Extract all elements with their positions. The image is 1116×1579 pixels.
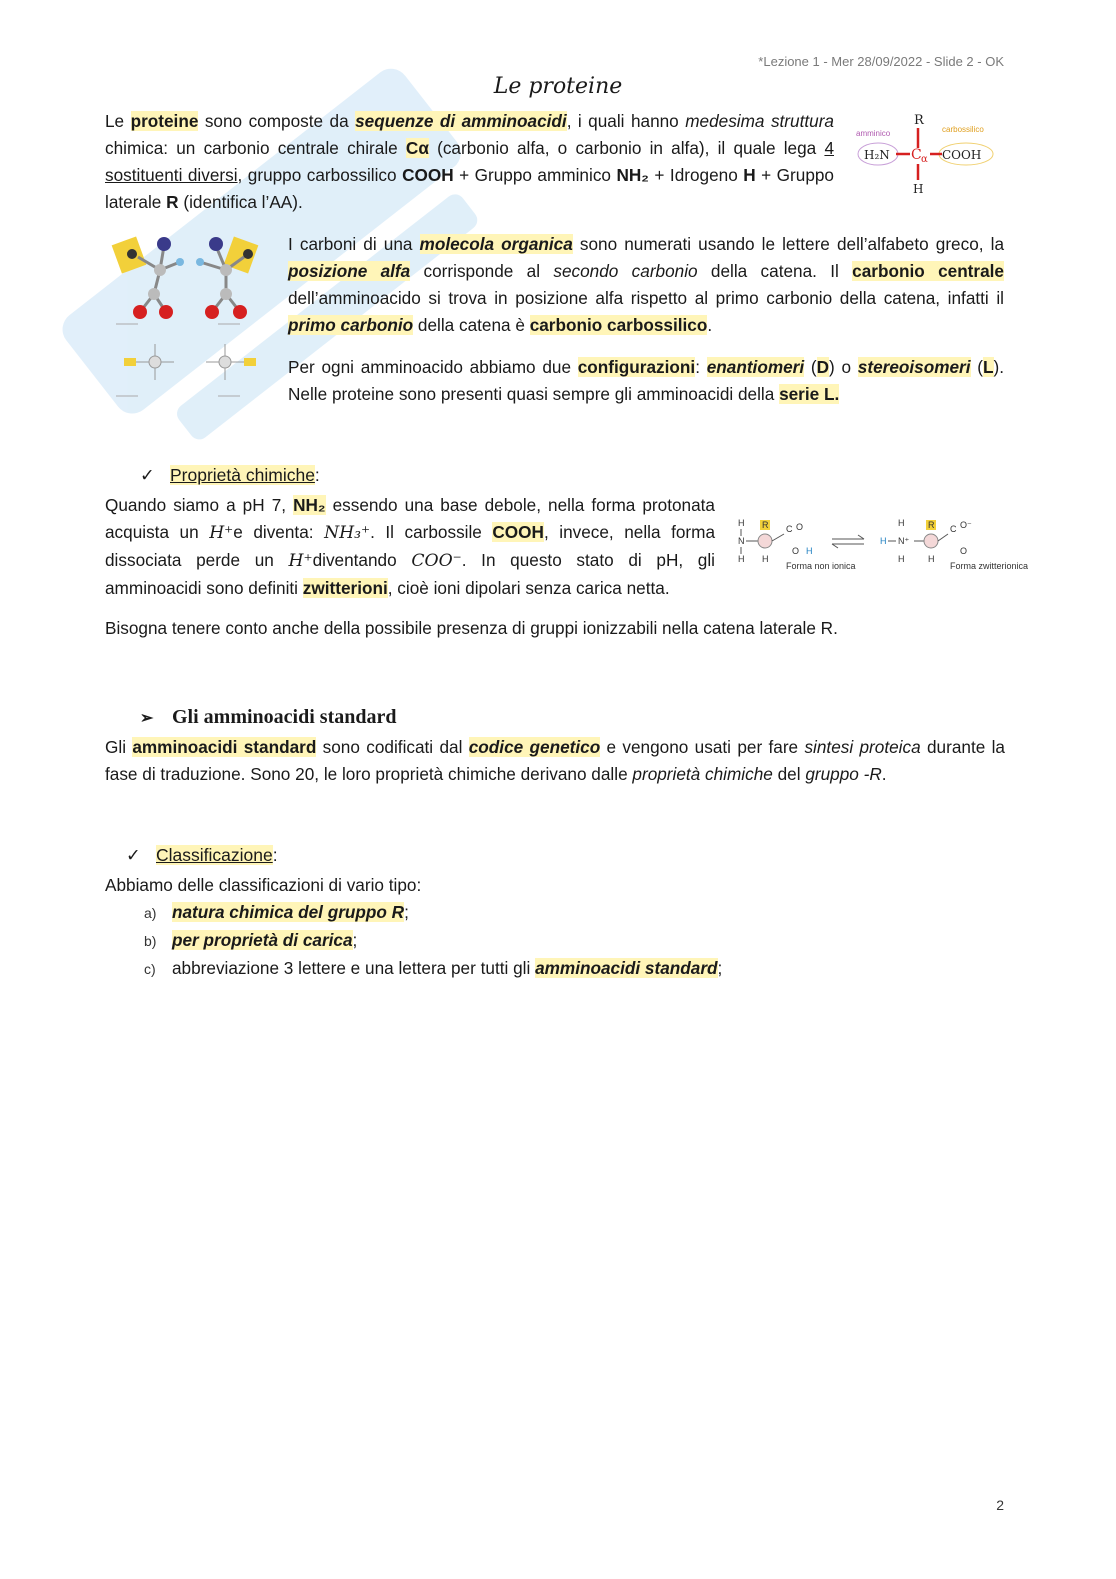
zwitter-label-right: Forma zwitterionica — [950, 561, 1029, 571]
intro-paragraph: Le proteine sono composte da sequenze di amminoacidi, i quali hanno medesima struttura chimica: un carbonio centrale chirale Cα (carbonio alfa, o carbonio in alfa), il quale lega 4 sostituenti diversi, gruppo carbossilico COOH + Gruppo amminico NH₂ + Idrogeno H + Gruppo laterale R (identifica l’AA). — [105, 111, 834, 212]
structure-c-label: C — [911, 147, 922, 163]
carbon-numbering-paragraph: I carboni di una molecola organica sono numerati usando le lettere dell’alfabeto greco, la posizione alfa corrisponde al secondo carbonio della catena. Il carbonio centrale dell’amminoacido si trova in posizione alfa rispetto al primo carbonio della catena, infatti il primo carbonio della catena è carbonio carbossilico. — [288, 234, 1005, 335]
list-item: c) abbreviazione 3 lettere e una lettera per tutti gli amminoacidi standard; — [144, 958, 723, 978]
svg-text:H: H — [738, 518, 745, 528]
structure-cooh-label: COOH — [942, 148, 982, 162]
d-alanine-model — [196, 236, 258, 319]
list-item: a) natura chimica del gruppo R; — [144, 902, 409, 922]
page-title: Le proteine — [493, 74, 623, 99]
svg-text:O: O — [960, 546, 968, 556]
ionizable-groups-note: Bisogna tenere conto anche della possibile presenza di gruppi ionizzabili nella catena laterale R. — [105, 618, 838, 638]
configurations-paragraph: Per ogni amminoacido abbiamo due configurazioni: enantiomeri (D) o stereoisomeri (L). Nelle proteine sono presenti quasi sempre gli amminoacidi della serie L. — [288, 357, 1004, 404]
arrow-bullet-icon: ➢ — [140, 710, 154, 727]
zwitter-r-right: R — [928, 520, 935, 530]
section-heading-proprieta-chimiche: ✓ Proprietà chimiche: — [140, 465, 320, 485]
zwitter-r-left: R — [762, 520, 769, 530]
list-item: b) per proprietà di carica; — [144, 930, 358, 950]
structure-r-label: R — [914, 113, 924, 128]
svg-text:H: H — [898, 518, 905, 528]
section-heading-classificazione: ✓ Classificazione: — [126, 845, 278, 865]
section-heading-amminoacidi-standard: ➢ Gli amminoacidi standard — [140, 706, 397, 728]
zwitter-label-left: Forma non ionica — [786, 561, 856, 571]
structure-amminico-label: amminico — [856, 129, 891, 138]
svg-text:C: C — [950, 524, 957, 534]
svg-text:H: H — [898, 554, 905, 564]
fischer-projections — [124, 344, 256, 380]
svg-text:O: O — [792, 546, 800, 556]
zwitterion-equilibrium-diagram — [734, 514, 1029, 586]
checkmark-icon: ✓ — [140, 465, 155, 485]
alpha-carbon-structure-diagram — [850, 110, 1000, 200]
svg-text:O: O — [796, 522, 804, 532]
svg-text:N: N — [738, 536, 745, 546]
zwitterion-paragraph: Quando siamo a pH 7, NH₂ essendo una base debole, nella forma protonata acquista un H⁺e diventa: NH₃⁺. Il carbossile COOH, invece, nella forma dissociata perde un H⁺diventando COO⁻. In questo stato di pH, gli amminoacidi sono definiti zwitterioni, cioè ioni dipolari senza carica netta. — [105, 495, 716, 598]
classification-list — [144, 899, 722, 983]
svg-text:C: C — [786, 524, 793, 534]
svg-text:N⁺: N⁺ — [898, 536, 910, 546]
structure-carbossilico-label: carbossilico — [942, 125, 984, 134]
enantiomer-models-image — [108, 232, 288, 404]
structure-alpha-label: α — [921, 154, 928, 165]
classification-intro: Abbiamo delle classificazioni di vario tipo: — [105, 875, 422, 895]
svg-text:H: H — [806, 546, 813, 556]
checkmark-icon: ✓ — [126, 845, 141, 865]
page-number: 2 — [996, 1497, 1004, 1513]
structure-h2n-label: H₂N — [864, 148, 890, 162]
svg-text:O⁻: O⁻ — [960, 520, 972, 530]
svg-text:H: H — [928, 554, 935, 564]
svg-text:H: H — [762, 554, 769, 564]
l-alanine-model — [112, 236, 184, 319]
svg-text:H: H — [738, 554, 745, 564]
standard-amino-acids-paragraph: Gli amminoacidi standard sono codificati dal codice genetico e vengono usati per fare sintesi proteica durante la fase di traduzione. Sono 20, le loro proprietà chimiche derivano dalle proprietà chimiche del gruppo -R. — [105, 737, 1005, 784]
structure-h-label: H — [913, 182, 924, 196]
svg-text:H: H — [880, 536, 887, 546]
lecture-header-note: *Lezione 1 - Mer 28/09/2022 - Slide 2 - OK — [758, 54, 1004, 69]
